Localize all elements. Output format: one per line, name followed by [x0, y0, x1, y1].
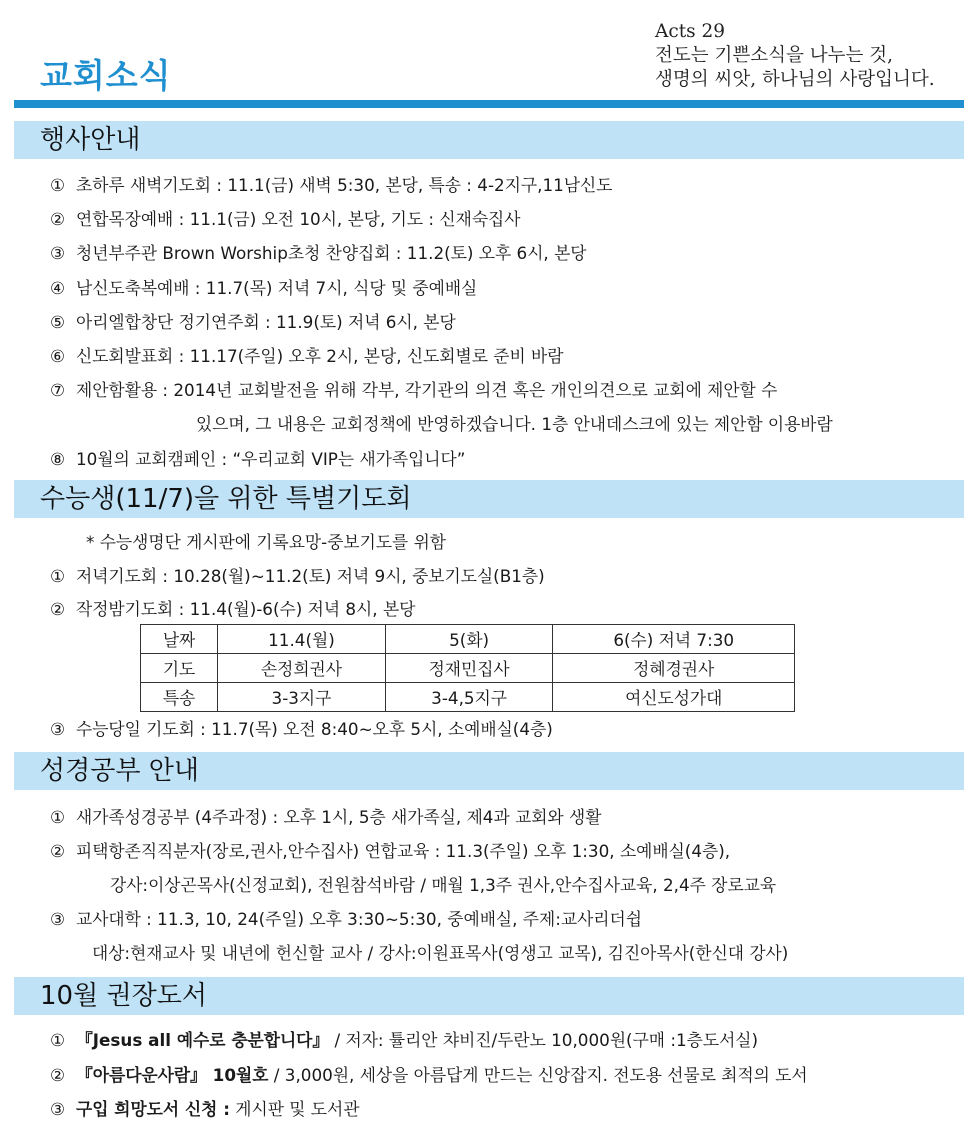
section-title: 10월 권장도서 — [40, 981, 207, 1011]
list-item: ② 작정밤기도회 : 11.4(월)-6(수) 저녁 8시, 본당 — [50, 599, 416, 619]
section-title: 성경공부 안내 — [40, 756, 199, 786]
table-cell: 정재민집사 — [385, 654, 553, 683]
motto — [655, 20, 935, 92]
list-item-continuation: 대상:현재교사 및 내년에 헌신할 교사 / 강사:이원표목사(영생고 교목), 김진아목사(한신대 강사) — [92, 943, 789, 963]
list-item: ② 연합목장예배 : 11.1(금) 오전 10시, 본당, 기도 : 신재숙집사 — [50, 209, 521, 229]
table-cell: 3-3지구 — [218, 683, 386, 712]
list-item: ① 새가족성경공부 (4주과정) : 오후 1시, 5층 새가족실, 제4과 교회와 생활 — [50, 807, 602, 827]
list-item: ⑥ 신도회발표회 : 11.17(주일) 오후 2시, 본당, 신도회별로 준비 바람 — [50, 346, 564, 366]
prayer-schedule-table — [140, 624, 795, 712]
section-header-bible — [14, 752, 964, 790]
list-item: ① 『Jesus all 예수로 충분합니다』 / 저자: 튤리안 챠비진/두란노 10,000원(구매 :1층도서실) — [50, 1030, 759, 1050]
table-cell: 손정희권사 — [218, 654, 386, 683]
motto-line: Acts 29 — [655, 21, 726, 42]
list-item: ⑤ 아리엘합창단 정기연주회 : 11.9(토) 저녁 6시, 본당 — [50, 312, 456, 332]
list-item: ① 초하루 새벽기도회 : 11.1(금) 새벽 5:30, 본당, 특송 : 4-2지구,11남신도 — [50, 175, 613, 195]
header-divider — [14, 100, 964, 108]
table-row — [141, 654, 795, 683]
motto-line: 생명의 씨앗, 하나님의 사랑입니다. — [655, 69, 935, 90]
table-cell: 날짜 — [141, 625, 218, 654]
table-cell: 특송 — [141, 683, 218, 712]
list-item: ③ 수능당일 기도회 : 11.7(목) 오전 8:40~오후 5시, 소예배실(4층) — [50, 719, 553, 739]
list-item: ③ 구입 희망도서 신청 : 게시판 및 도서관 — [50, 1099, 360, 1119]
section-header-books — [14, 977, 964, 1015]
page-header — [0, 0, 977, 110]
list-item-continuation: 있으며, 그 내용은 교회정책에 반영하겠습니다. 1층 안내데스크에 있는 제안함 이용바람 — [196, 414, 833, 434]
section-title: 행사안내 — [40, 125, 141, 155]
table-cell: 기도 — [141, 654, 218, 683]
list-item: ③ 청년부주관 Brown Worship초청 찬양집회 : 11.2(토) 오후 6시, 본당 — [50, 243, 587, 263]
list-item: ② 『아름다운사람』 10월호 / 3,000원, 세상을 아름답게 만드는 신앙잡지. 전도용 선물로 최적의 도서 — [50, 1065, 808, 1085]
section-header-events — [14, 121, 964, 159]
list-item: ③ 교사대학 : 11.3, 10, 24(주일) 오후 3:30~5:30, 중예배실, 주제:교사리더쉽 — [50, 909, 642, 929]
section-note: * 수능생명단 게시판에 기록요망-중보기도를 위함 — [86, 532, 446, 552]
list-item: ② 피택항존직직분자(장로,권사,안수집사) 연합교육 : 11.3(주일) 오후 1:30, 소예배실(4층), — [50, 841, 731, 861]
table-cell: 정혜경권사 — [553, 654, 795, 683]
section-header-exam — [14, 480, 964, 518]
list-item: ④ 남신도축복예배 : 11.7(목) 저녁 7시, 식당 및 중예배실 — [50, 278, 478, 298]
table-cell: 여신도성가대 — [553, 683, 795, 712]
section-title: 수능생(11/7)을 위한 특별기도회 — [40, 484, 412, 514]
list-item-continuation: 강사:이상곤목사(신정교회), 전원참석바람 / 매월 1,3주 권사,안수집사교육, 2,4주 장로교육 — [110, 875, 777, 895]
table-row — [141, 683, 795, 712]
list-item: ① 저녁기도회 : 10.28(월)~11.2(토) 저녁 9시, 중보기도실(B1층) — [50, 566, 545, 586]
table-row — [141, 625, 795, 654]
table-cell: 6(수) 저녁 7:30 — [553, 625, 795, 654]
page-title: 교회소식 — [40, 56, 172, 95]
table-cell: 11.4(월) — [218, 625, 386, 654]
list-item: ⑧ 10월의 교회캠페인 : “우리교회 VIP는 새가족입니다” — [50, 449, 466, 469]
motto-line: 전도는 기쁜소식을 나누는 것, — [655, 45, 893, 66]
table-cell: 5(화) — [385, 625, 553, 654]
list-item: ⑦ 제안함활용 : 2014년 교회발전을 위해 각부, 각기관의 의견 혹은 개인의견으로 교회에 제안할 수 — [50, 380, 778, 400]
table-cell: 3-4,5지구 — [385, 683, 553, 712]
